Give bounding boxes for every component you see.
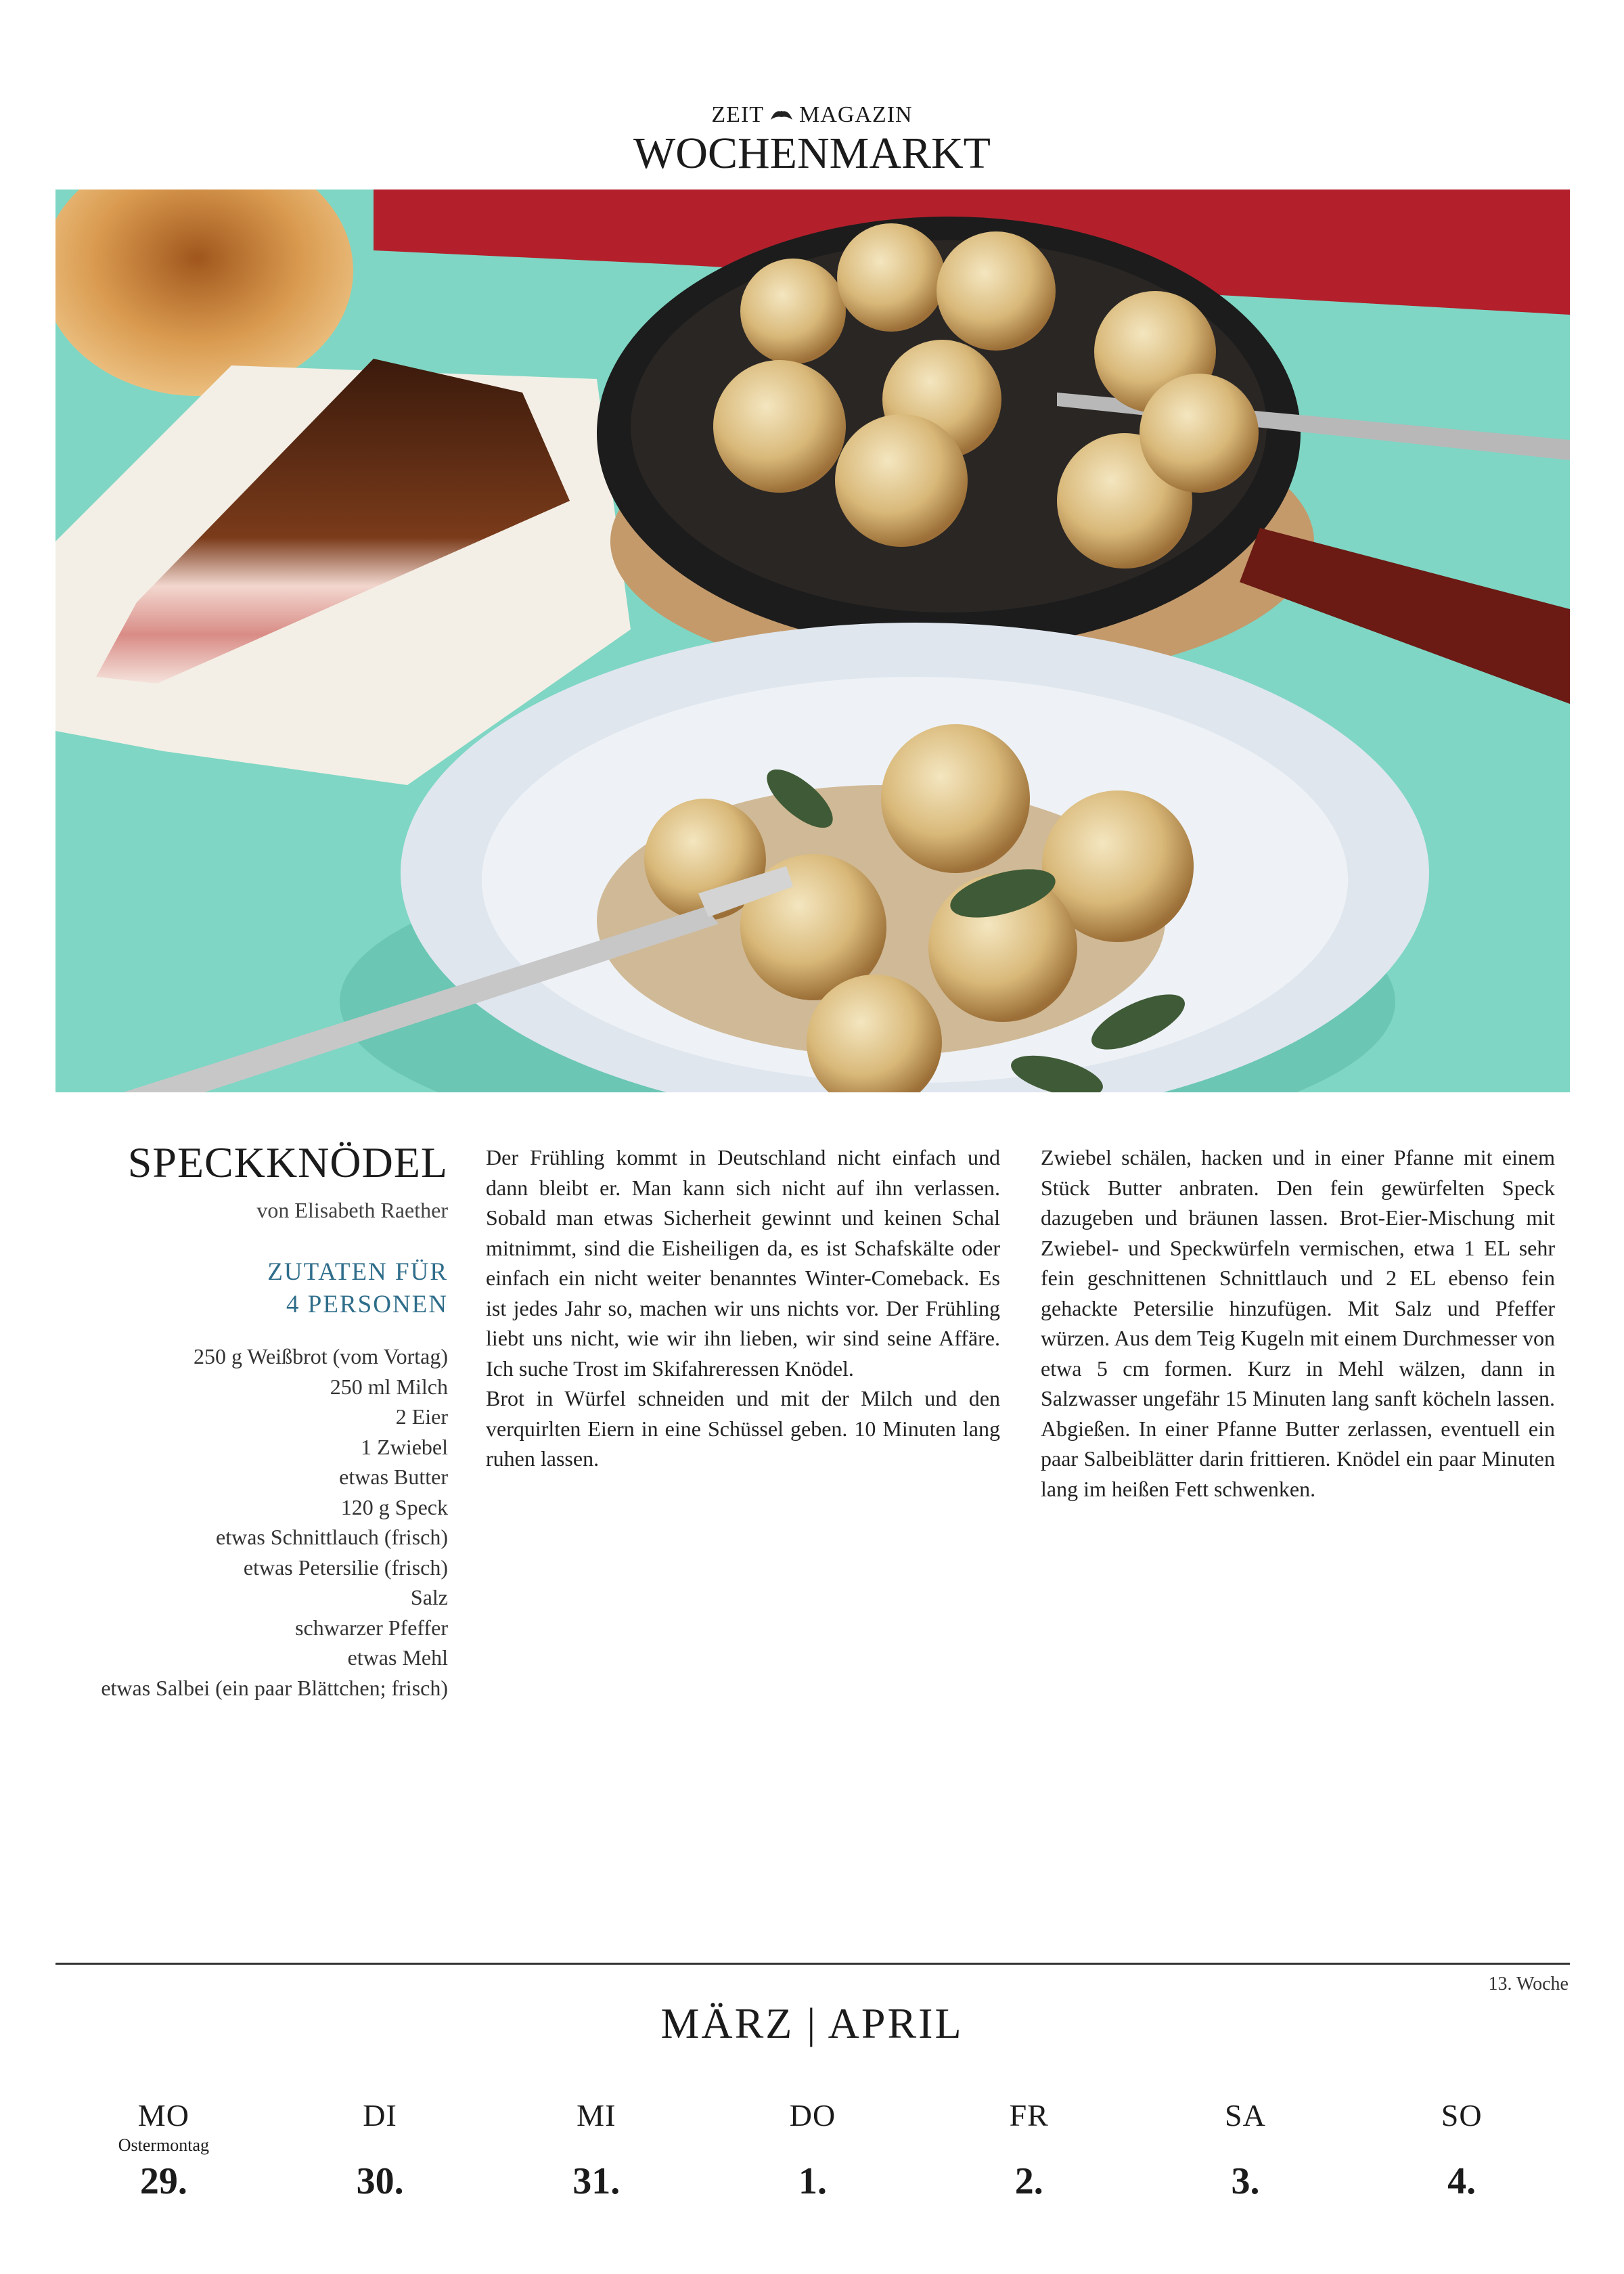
day-name: FR xyxy=(1009,2098,1049,2133)
ingredient-item: etwas Butter xyxy=(339,1465,448,1489)
ingredient-item: 2 Eier xyxy=(395,1404,448,1429)
day-name: MI xyxy=(577,2098,616,2133)
calendar-day xyxy=(55,2097,272,2219)
masthead-magazin: MAGAZIN xyxy=(799,102,913,127)
ingredients-heading-line-2: 4 PERSONEN xyxy=(286,1291,448,1318)
recipe-text-column-1 xyxy=(486,1142,1000,1474)
calendar-day xyxy=(704,2097,921,2219)
ingredient-item: 1 Zwiebel xyxy=(361,1434,448,1459)
day-name: DO xyxy=(789,2098,836,2133)
ingredient-item: etwas Salbei (ein paar Blättchen; frisch) xyxy=(101,1675,448,1700)
day-date: 31. xyxy=(572,2160,621,2202)
day-name: DI xyxy=(363,2098,397,2133)
day-date: 3. xyxy=(1231,2160,1260,2202)
masthead-zeit: ZEIT xyxy=(711,102,765,127)
day-name: SO xyxy=(1441,2098,1483,2133)
calendar-week-days xyxy=(55,2097,1570,2219)
day-date: 2. xyxy=(1014,2160,1043,2202)
calendar-day xyxy=(921,2097,1137,2219)
recipe-step-paragraph: Brot in Würfel schneiden und mit der Milch und den verquirlten Eiern in eine Schüssel geben. 10 Minuten lang ruhen lassen. xyxy=(486,1386,1000,1471)
dumplings-photo-illustration xyxy=(55,190,1570,1092)
day-date: 30. xyxy=(356,2160,404,2202)
ingredients-heading xyxy=(55,1256,448,1321)
day-holiday xyxy=(1137,2135,1354,2156)
ingredient-item: etwas Mehl xyxy=(347,1645,448,1670)
day-holiday xyxy=(1353,2135,1570,2156)
day-name: SA xyxy=(1225,2098,1266,2133)
recipe-photo xyxy=(55,190,1570,1092)
ingredient-item: schwarzer Pfeffer xyxy=(295,1615,448,1640)
day-date: 1. xyxy=(798,2160,828,2202)
day-holiday xyxy=(704,2135,921,2156)
ingredient-item: 250 ml Milch xyxy=(330,1374,448,1399)
calendar-day xyxy=(1353,2097,1570,2219)
day-date: 4. xyxy=(1447,2160,1476,2202)
masthead xyxy=(0,102,1624,179)
week-number: 13. Woche xyxy=(1488,1974,1569,1994)
day-holiday xyxy=(921,2135,1137,2156)
calendar-day xyxy=(272,2097,489,2219)
ingredients-list xyxy=(14,1341,448,1703)
recipe-text-column-2 xyxy=(1041,1142,1555,1504)
recipe-intro-paragraph: Der Frühling kommt in Deutschland nicht einfach und dann bleibt er. Man kann sich nicht auf ihn verlassen. Sobald man etwas Sicherheit gewinnt und keinen Schal mitnimmt, sind die Eisheiligen da, es ist Schafskälte oder einfach ein nicht weiter benanntes Winter-Comeback. Es ist jedes Jahr so, machen wir uns nichts vor. Der Frühling liebt uns nicht, wie wir ihn lieben, wir sind seine Affäre. Ich suche Trost im Skifahreressen Knödel. xyxy=(486,1145,1000,1381)
ingredient-item: Salz xyxy=(410,1585,448,1609)
recipe-author: von Elisabeth Raether xyxy=(256,1198,448,1222)
recipe-step-paragraph: Zwiebel schälen, hacken und in einer Pfanne mit einem Stück Butter anbraten. Den fein gewürfelten Speck dazugeben und bräunen lassen. Brot-Eier-Mischung mit Zwiebel- und Speckwürfeln vermischen, etwa 1 EL sehr fein geschnittenen Schnittlauch und 2 EL ebenso fein gehackte Petersilie hinzufügen. Mit Salz und Pfeffer würzen. Aus dem Teig Kugeln mit einem Durchmesser von etwa 5 cm formen. Kurz in Mehl wälzen, dann in Salzwasser ungefähr 15 Minuten lang sanft köcheln lassen. Abgießen. In einer Pfanne Butter zerlassen, eventuell ein paar Salbeiblätter darin frittieren. Knödel ein paar Minuten lang im heißen Fett schwenken. xyxy=(1041,1145,1555,1501)
zeit-eagle-icon xyxy=(768,105,795,125)
day-holiday xyxy=(488,2135,704,2156)
calendar-day xyxy=(1137,2097,1354,2219)
ingredient-item: etwas Petersilie (frisch) xyxy=(243,1555,448,1580)
day-holiday: Ostermontag xyxy=(118,2135,210,2155)
ingredient-item: etwas Schnittlauch (frisch) xyxy=(216,1525,448,1549)
ingredient-item: 120 g Speck xyxy=(340,1494,448,1519)
masthead-wochenmarkt: WOCHENMARKT xyxy=(633,129,991,178)
calendar-day xyxy=(488,2097,704,2219)
recipe-title: SPECKKNÖDEL xyxy=(127,1138,448,1186)
ingredient-item: 250 g Weißbrot (vom Vortag) xyxy=(193,1344,448,1368)
day-holiday xyxy=(272,2135,489,2156)
masthead-top xyxy=(0,102,1624,129)
calendar-month: MÄRZ | APRIL xyxy=(660,1999,964,2047)
ingredients-heading-line-1: ZUTATEN FÜR xyxy=(267,1258,448,1286)
day-date: 29. xyxy=(139,2160,187,2202)
day-name: MO xyxy=(137,2098,189,2133)
calendar-divider xyxy=(55,1963,1570,1965)
